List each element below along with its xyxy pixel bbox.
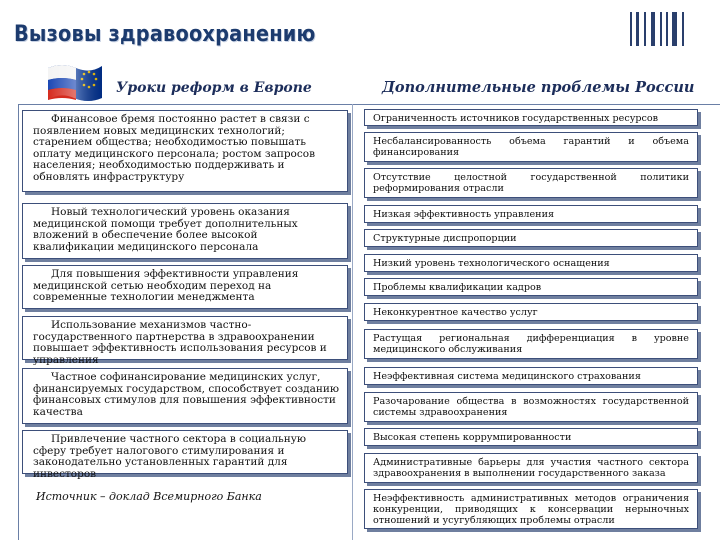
- problem-item-5: Структурные диспропорции: [364, 229, 698, 247]
- problem-item-7: Проблемы квалификации кадров: [364, 278, 698, 296]
- source-note: Источник – доклад Всемирного Банка: [36, 490, 262, 503]
- lesson-item-1: Финансовое бремя постоянно растет в связи с появлением новых медицинских технологий; старением общества; необходимостью повышать оплату медицинского персонала; ростом запросов населения; необходимостью поддерживать и обновлять инфраструктуру: [22, 110, 348, 192]
- decorative-lines-icon: [630, 12, 690, 46]
- left-column-title: Уроки реформ в Европе: [116, 80, 312, 96]
- problem-item-8: Неконкурентное качество услуг: [364, 303, 698, 321]
- problem-item-6: Низкий уровень технологического оснащения: [364, 254, 698, 272]
- problem-item-4: Низкая эффективность управления: [364, 205, 698, 223]
- lesson-item-6: Привлечение частного сектора в социальную сферу требует налогового стимулирования и законодательно установленных гарантий для инвесторов: [22, 430, 348, 474]
- problem-item-11: Разочарование общества в возможностях государственной системы здравоохранения: [364, 392, 698, 422]
- lesson-item-3: Для повышения эффективности управления медицинской сетью необходим переход на современные технологии менеджмента: [22, 265, 348, 309]
- problem-item-12: Высокая степень коррумпированности: [364, 428, 698, 446]
- problem-item-9: Растущая региональная дифференциация в уровне медицинского обслуживания: [364, 329, 698, 359]
- russia-eu-flag-icon: [46, 60, 104, 104]
- column-divider: [352, 104, 353, 540]
- problem-item-3: Отсутствие целостной государственной политики реформирования отрасли: [364, 168, 698, 198]
- lesson-item-5: Частное софинансирование медицинских услуг, финансируемых государством, способствует созданию финансовых стимулов для повышения эффективности качества: [22, 368, 348, 424]
- problem-item-1: Ограниченность источников государственных ресурсов: [364, 109, 698, 126]
- right-column-title: Дополнительные проблемы России: [382, 79, 695, 96]
- problem-item-13: Административные барьеры для участия частного сектора здравоохранения в выполнении государственного заказа: [364, 453, 698, 483]
- problem-item-2: Несбалансированность объема гарантий и объема финансирования: [364, 132, 698, 162]
- problem-item-10: Неэффективная система медицинского страхования: [364, 367, 698, 385]
- lesson-item-2: Новый технологический уровень оказания медицинской помощи требует дополнительных вложений в обеспечение более высокой квалификации медицинского персонала: [22, 203, 348, 259]
- page-title: Вызовы здравоохранению: [14, 22, 316, 47]
- problem-item-14: Неэффективность административных методов ограничения конкуренции, приводящих к консервации нерыночных отношений и усугубляющих проблемы отрасли: [364, 489, 698, 529]
- lesson-item-4: Использование механизмов частно-государственного партнерства в здравоохранении повышает эффективность использования ресурсов и управления: [22, 316, 348, 360]
